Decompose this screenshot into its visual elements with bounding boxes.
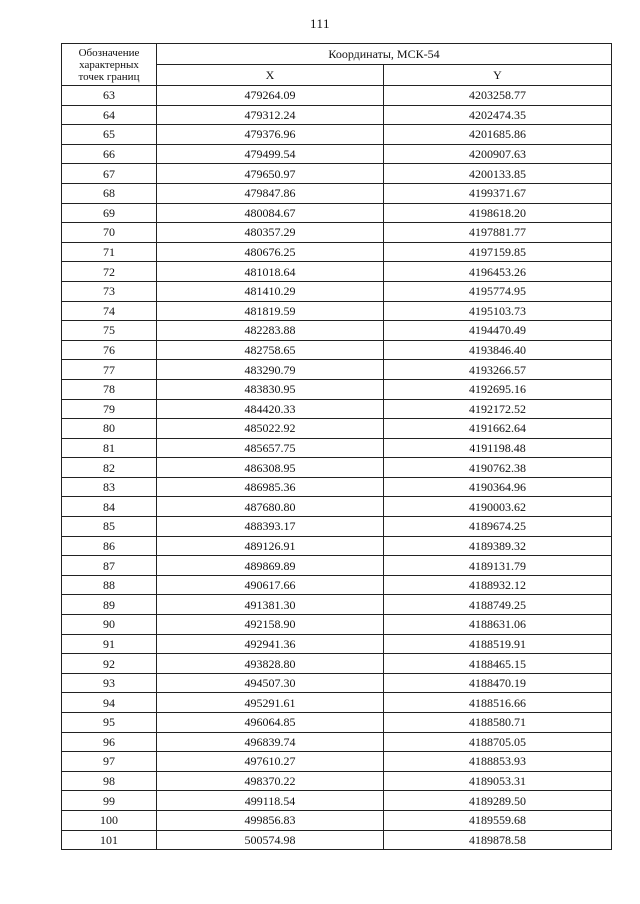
table-row xyxy=(62,321,612,341)
x-coordinate-cell: 486308.95 xyxy=(157,458,384,478)
point-number-cell: 81 xyxy=(62,438,157,458)
table-row xyxy=(62,379,612,399)
table-row xyxy=(62,771,612,791)
point-number-cell: 77 xyxy=(62,360,157,380)
y-coordinate-cell: 4188932.12 xyxy=(384,575,612,595)
point-number-cell: 64 xyxy=(62,105,157,125)
x-coordinate-cell: 479312.24 xyxy=(157,105,384,125)
point-number-cell: 83 xyxy=(62,477,157,497)
table-row xyxy=(62,301,612,321)
point-number-cell: 87 xyxy=(62,556,157,576)
table-row xyxy=(62,752,612,772)
y-coordinate-cell: 4189674.25 xyxy=(384,517,612,537)
y-coordinate-cell: 4188631.06 xyxy=(384,615,612,635)
table-row xyxy=(62,732,612,752)
table-row xyxy=(62,183,612,203)
point-number-cell: 71 xyxy=(62,242,157,262)
table-row xyxy=(62,86,612,106)
table-row xyxy=(62,556,612,576)
point-number-cell: 98 xyxy=(62,771,157,791)
x-coordinate-cell: 500574.98 xyxy=(157,830,384,850)
x-coordinate-cell: 498370.22 xyxy=(157,771,384,791)
y-coordinate-cell: 4195103.73 xyxy=(384,301,612,321)
y-coordinate-cell: 4188853.93 xyxy=(384,752,612,772)
y-column-header: Y xyxy=(384,65,612,86)
table-row xyxy=(62,634,612,654)
y-coordinate-cell: 4197881.77 xyxy=(384,223,612,243)
table-row xyxy=(62,399,612,419)
x-coordinate-cell: 480357.29 xyxy=(157,223,384,243)
point-number-cell: 101 xyxy=(62,830,157,850)
table-row xyxy=(62,360,612,380)
table-row xyxy=(62,203,612,223)
table-row xyxy=(62,693,612,713)
x-coordinate-cell: 480676.25 xyxy=(157,242,384,262)
table-row xyxy=(62,517,612,537)
table-row xyxy=(62,164,612,184)
x-coordinate-cell: 481410.29 xyxy=(157,281,384,301)
y-coordinate-cell: 4200133.85 xyxy=(384,164,612,184)
x-coordinate-cell: 494507.30 xyxy=(157,673,384,693)
table-row xyxy=(62,497,612,517)
y-coordinate-cell: 4188470.19 xyxy=(384,673,612,693)
points-column-header xyxy=(62,44,157,86)
x-coordinate-cell: 483290.79 xyxy=(157,360,384,380)
x-coordinate-cell: 480084.67 xyxy=(157,203,384,223)
x-coordinate-cell: 486985.36 xyxy=(157,477,384,497)
y-coordinate-cell: 4199371.67 xyxy=(384,183,612,203)
y-coordinate-cell: 4198618.20 xyxy=(384,203,612,223)
points-header-line-2: характерных xyxy=(79,58,139,71)
y-coordinate-cell: 4188749.25 xyxy=(384,595,612,615)
x-coordinate-cell: 484420.33 xyxy=(157,399,384,419)
point-number-cell: 95 xyxy=(62,713,157,733)
x-coordinate-cell: 479499.54 xyxy=(157,144,384,164)
y-coordinate-cell: 4197159.85 xyxy=(384,242,612,262)
point-number-cell: 68 xyxy=(62,183,157,203)
table-row xyxy=(62,281,612,301)
point-number-cell: 69 xyxy=(62,203,157,223)
table-row xyxy=(62,477,612,497)
y-coordinate-cell: 4194470.49 xyxy=(384,321,612,341)
point-number-cell: 100 xyxy=(62,810,157,830)
x-coordinate-cell: 482283.88 xyxy=(157,321,384,341)
y-coordinate-cell: 4189389.32 xyxy=(384,536,612,556)
point-number-cell: 72 xyxy=(62,262,157,282)
table-row xyxy=(62,654,612,674)
table-body xyxy=(62,86,612,850)
point-number-cell: 80 xyxy=(62,419,157,439)
x-coordinate-cell: 481819.59 xyxy=(157,301,384,321)
y-coordinate-cell: 4188580.71 xyxy=(384,713,612,733)
table-row xyxy=(62,438,612,458)
coordinates-table xyxy=(61,43,612,850)
point-number-cell: 75 xyxy=(62,321,157,341)
point-number-cell: 92 xyxy=(62,654,157,674)
x-coordinate-cell: 487680.80 xyxy=(157,497,384,517)
point-number-cell: 86 xyxy=(62,536,157,556)
y-coordinate-cell: 4192172.52 xyxy=(384,399,612,419)
y-coordinate-cell: 4190762.38 xyxy=(384,458,612,478)
table-row xyxy=(62,595,612,615)
x-coordinate-cell: 499856.83 xyxy=(157,810,384,830)
point-number-cell: 79 xyxy=(62,399,157,419)
y-coordinate-cell: 4200907.63 xyxy=(384,144,612,164)
point-number-cell: 88 xyxy=(62,575,157,595)
point-number-cell: 70 xyxy=(62,223,157,243)
x-coordinate-cell: 492158.90 xyxy=(157,615,384,635)
point-number-cell: 73 xyxy=(62,281,157,301)
point-number-cell: 66 xyxy=(62,144,157,164)
point-number-cell: 85 xyxy=(62,517,157,537)
point-number-cell: 91 xyxy=(62,634,157,654)
y-coordinate-cell: 4191662.64 xyxy=(384,419,612,439)
point-number-cell: 74 xyxy=(62,301,157,321)
x-coordinate-cell: 499118.54 xyxy=(157,791,384,811)
points-header-line-3: точек границ xyxy=(78,70,140,83)
x-coordinate-cell: 479847.86 xyxy=(157,183,384,203)
table-row xyxy=(62,458,612,478)
table-row xyxy=(62,791,612,811)
table-row xyxy=(62,615,612,635)
x-coordinate-cell: 491381.30 xyxy=(157,595,384,615)
y-coordinate-cell: 4190364.96 xyxy=(384,477,612,497)
table-row xyxy=(62,830,612,850)
table-header xyxy=(62,44,612,86)
point-number-cell: 96 xyxy=(62,732,157,752)
x-coordinate-cell: 479376.96 xyxy=(157,125,384,145)
x-coordinate-cell: 479264.09 xyxy=(157,86,384,106)
y-coordinate-cell: 4189878.58 xyxy=(384,830,612,850)
point-number-cell: 89 xyxy=(62,595,157,615)
table-row xyxy=(62,810,612,830)
table-row xyxy=(62,536,612,556)
point-number-cell: 90 xyxy=(62,615,157,635)
point-number-cell: 99 xyxy=(62,791,157,811)
point-number-cell: 97 xyxy=(62,752,157,772)
x-coordinate-cell: 479650.97 xyxy=(157,164,384,184)
point-number-cell: 93 xyxy=(62,673,157,693)
y-coordinate-cell: 4189559.68 xyxy=(384,810,612,830)
y-coordinate-cell: 4189289.50 xyxy=(384,791,612,811)
point-number-cell: 94 xyxy=(62,693,157,713)
x-coordinate-cell: 485657.75 xyxy=(157,438,384,458)
y-coordinate-cell: 4201685.86 xyxy=(384,125,612,145)
points-header-line-1: Обозначение xyxy=(78,46,140,59)
x-coordinate-cell: 488393.17 xyxy=(157,517,384,537)
page-number: 111 xyxy=(309,16,331,31)
y-coordinate-cell: 4195774.95 xyxy=(384,281,612,301)
y-coordinate-cell: 4190003.62 xyxy=(384,497,612,517)
x-coordinate-cell: 489869.89 xyxy=(157,556,384,576)
y-coordinate-cell: 4188705.05 xyxy=(384,732,612,752)
x-coordinate-cell: 493828.80 xyxy=(157,654,384,674)
x-coordinate-cell: 497610.27 xyxy=(157,752,384,772)
point-number-cell: 63 xyxy=(62,86,157,106)
y-coordinate-cell: 4196453.26 xyxy=(384,262,612,282)
point-number-cell: 84 xyxy=(62,497,157,517)
y-coordinate-cell: 4193266.57 xyxy=(384,360,612,380)
table-row xyxy=(62,144,612,164)
table-row xyxy=(62,242,612,262)
x-coordinate-cell: 496839.74 xyxy=(157,732,384,752)
table-row xyxy=(62,223,612,243)
coordinates-group-header: Координаты, МСК-54 xyxy=(157,44,612,65)
x-coordinate-cell: 483830.95 xyxy=(157,379,384,399)
point-number-cell: 67 xyxy=(62,164,157,184)
table-row xyxy=(62,673,612,693)
table-row xyxy=(62,105,612,125)
x-column-header: X xyxy=(157,65,384,86)
y-coordinate-cell: 4202474.35 xyxy=(384,105,612,125)
table-row xyxy=(62,125,612,145)
y-coordinate-cell: 4189053.31 xyxy=(384,771,612,791)
x-coordinate-cell: 485022.92 xyxy=(157,419,384,439)
table-row xyxy=(62,713,612,733)
y-coordinate-cell: 4191198.48 xyxy=(384,438,612,458)
y-coordinate-cell: 4203258.77 xyxy=(384,86,612,106)
x-coordinate-cell: 490617.66 xyxy=(157,575,384,595)
point-number-cell: 78 xyxy=(62,379,157,399)
y-coordinate-cell: 4189131.79 xyxy=(384,556,612,576)
table-row xyxy=(62,419,612,439)
table-row xyxy=(62,262,612,282)
x-coordinate-cell: 496064.85 xyxy=(157,713,384,733)
x-coordinate-cell: 492941.36 xyxy=(157,634,384,654)
x-coordinate-cell: 482758.65 xyxy=(157,340,384,360)
x-coordinate-cell: 495291.61 xyxy=(157,693,384,713)
table-row xyxy=(62,575,612,595)
point-number-cell: 82 xyxy=(62,458,157,478)
y-coordinate-cell: 4188516.66 xyxy=(384,693,612,713)
y-coordinate-cell: 4188519.91 xyxy=(384,634,612,654)
point-number-cell: 65 xyxy=(62,125,157,145)
x-coordinate-cell: 489126.91 xyxy=(157,536,384,556)
y-coordinate-cell: 4192695.16 xyxy=(384,379,612,399)
table-row xyxy=(62,340,612,360)
x-coordinate-cell: 481018.64 xyxy=(157,262,384,282)
point-number-cell: 76 xyxy=(62,340,157,360)
y-coordinate-cell: 4193846.40 xyxy=(384,340,612,360)
y-coordinate-cell: 4188465.15 xyxy=(384,654,612,674)
